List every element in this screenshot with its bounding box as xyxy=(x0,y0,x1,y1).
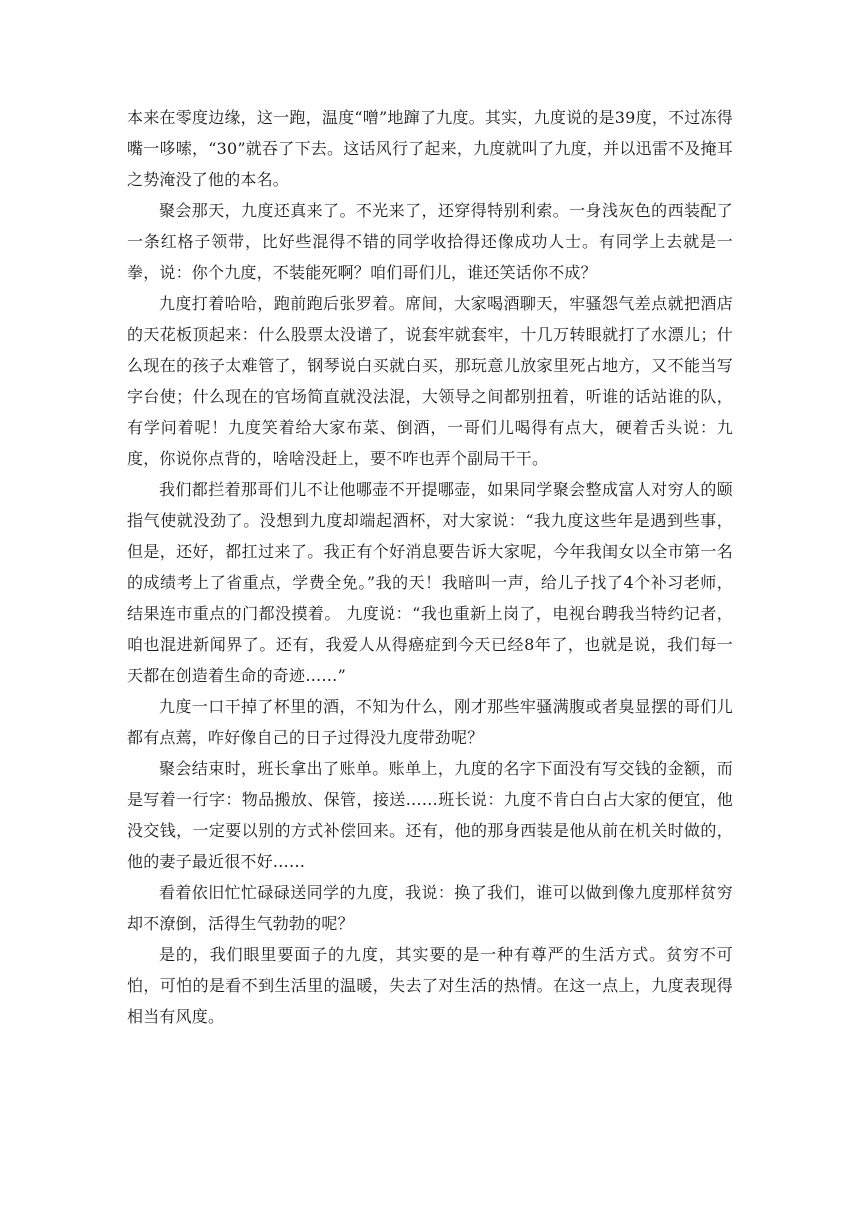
paragraph-4: 我们都拦着那哥们儿不让他哪壶不开提哪壶，如果同学聚会整成富人对穷人的颐指气使就没劲了。没想到九度却端起酒杯，对大家说：“我九度这些年是遇到些事，但是，还好，都扛过来了。我正有个好消息要告诉大家呢，今年我闺女以全市第一名的成绩考上了省重点，学费全免。”我的天！我暗叫一声，给儿子找了4个补习老师，结果连市重点的门都没摸着。 九度说：“我也重新上岗了，电视台聘我当特约记者，咱也混进新闻界了。还有，我爱人从得癌症到今天已经8年了，也就是说，我们每一天都在创造着生命的奇迹……” xyxy=(127,480,733,685)
paragraph-8: 是的，我们眼里要面子的九度，其实要的是一种有尊严的生活方式。贫穷不可怕，可怕的是看不到生活里的温暖，失去了对生活的热情。在这一点上，九度表现得相当有风度。 xyxy=(127,945,733,1026)
paragraph-3: 九度打着哈哈，跑前跑后张罗着。席间，大家喝酒聊天，牢骚怨气差点就把酒店的天花板顶起来：什么股票太没谱了，说套牢就套牢，十几万转眼就打了水漂儿；什么现在的孩子太难管了，钢琴说白买就白买，那玩意儿放家里死占地方，又不能当写字台使；什么现在的官场简直就没法混，大领导之间都别扭着，听谁的话站谁的队，有学问着呢！九度笑着给大家布菜、倒酒，一哥们儿喝得有点大，硬着舌头说：九度，你说你点背的，啥啥没赶上，要不咋也弄个副局干干。 xyxy=(127,294,733,468)
paragraph-1: 本来在零度边缘，这一跑，温度“噌”地蹿了九度。其实，九度说的是39度，不过冻得嘴一哆嗦，“30”就吞了下去。这话风行了起来，九度就叫了九度，并以迅雷不及掩耳之势淹没了他的本名。 xyxy=(127,108,733,189)
document-body xyxy=(127,102,733,1032)
paragraph-6: 聚会结束时，班长拿出了账单。账单上，九度的名字下面没有写交钱的金额，而是写着一行字：物品搬放、保管，接送……班长说：九度不肯白白占大家的便宜，他没交钱，一定要以别的方式补偿回来。还有，他的那身西装是他从前在机关时做的，他的妻子最近很不好…… xyxy=(127,759,733,871)
paragraph-5: 九度一口干掉了杯里的酒，不知为什么，刚才那些牢骚满腹或者臭显摆的哥们儿都有点蔫，咋好像自己的日子过得没九度带劲呢？ xyxy=(127,697,733,747)
paragraph-2: 聚会那天，九度还真来了。不光来了，还穿得特别利索。一身浅灰色的西装配了一条红格子领带，比好些混得不错的同学收拾得还像成功人士。有同学上去就是一拳，说：你个九度，不装能死啊？咱们哥们儿，谁还笑话你不成？ xyxy=(127,201,733,282)
paragraph-7: 看着依旧忙忙碌碌送同学的九度，我说：换了我们，谁可以做到像九度那样贫穷却不潦倒，活得生气勃勃的呢？ xyxy=(127,883,733,933)
